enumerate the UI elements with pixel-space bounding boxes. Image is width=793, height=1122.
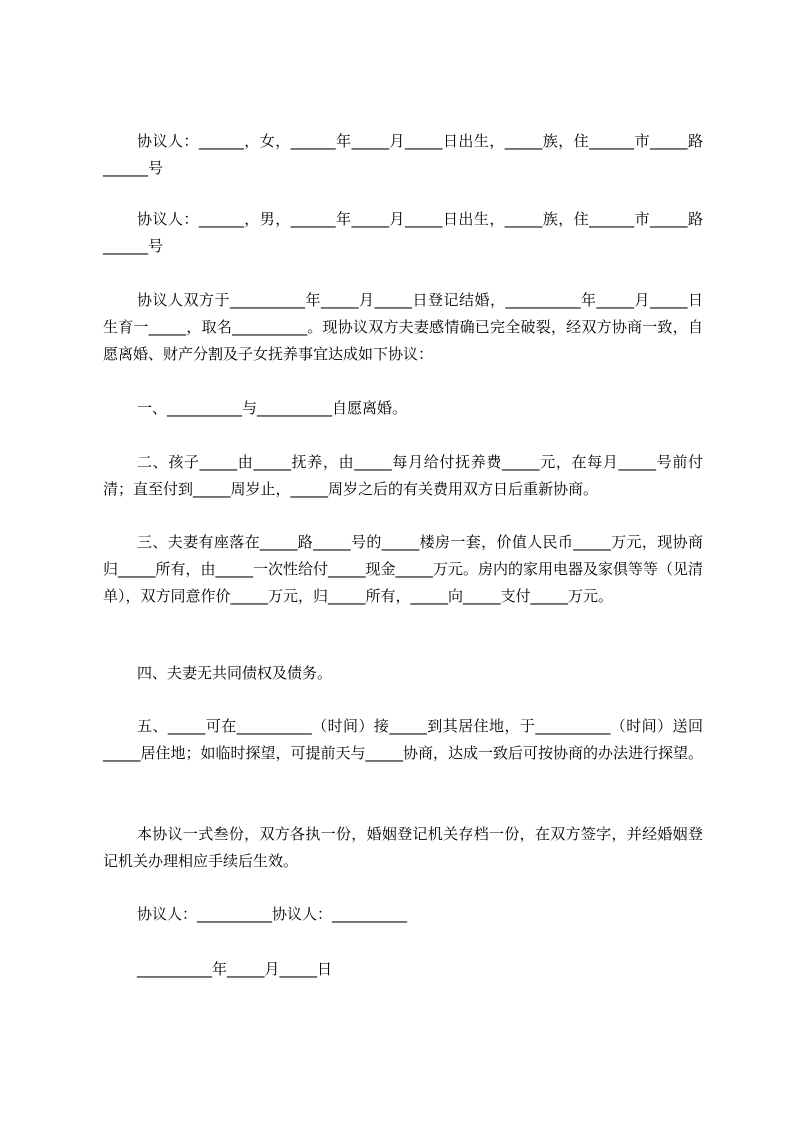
article-one: 一、__________与__________自愿离婚。 [137,399,408,417]
marriage-background-clause: 协议人双方于__________年_____月_____日登记结婚，__________年_____月_____日生育一_____，取名__________。现协议双方夫妻感情确已完全破裂，经双方协商一致，自愿离婚、财产分割及子女抚养事宜达成如下协议： [103,291,703,363]
article-four-debts: 四、夫妻无共同债权及债务。 [137,664,333,682]
article-three-property: 三、夫妻有座落在_____路_____号的_____楼房一套，价值人民币_____万元，现协商归_____所有，由_____一次性给付_____现金_____万元。房内的家用电器及家俱等等（见清单），双方同意作价_____万元，归_____所有，_____向_____支付_____万元。 [103,533,704,605]
signature-line: 协议人：__________协议人：__________ [137,905,408,923]
article-five-visitation: 五、_____可在__________（时间）接_____到其居住地，于__________（时间）送回_____居住地；如临时探望，可提前天与_____协商，达成一致后可按协商的办法进行探望。 [103,717,704,762]
effectiveness-clause: 本协议一式叁份，双方各执一份，婚姻登记机关存档一份，在双方签字，并经婚姻登记机关办理相应手续后生效。 [103,825,703,870]
date-line: __________年_____月_____日 [137,960,333,978]
party-two-clause: 协议人：______，男，______年_____月_____日出生，_____族，住______市_____路______号 [103,210,703,255]
party-one-clause: 协议人：______，女，______年_____月_____日出生，_____族，住______市_____路______号 [103,132,703,177]
article-two-child-custody: 二、孩子_____由_____抚养，由_____每月给付抚养费_____元，在每月_____号前付清；直至付到_____周岁止，_____周岁之后的有关费用双方日后重新协商。 [103,453,703,498]
